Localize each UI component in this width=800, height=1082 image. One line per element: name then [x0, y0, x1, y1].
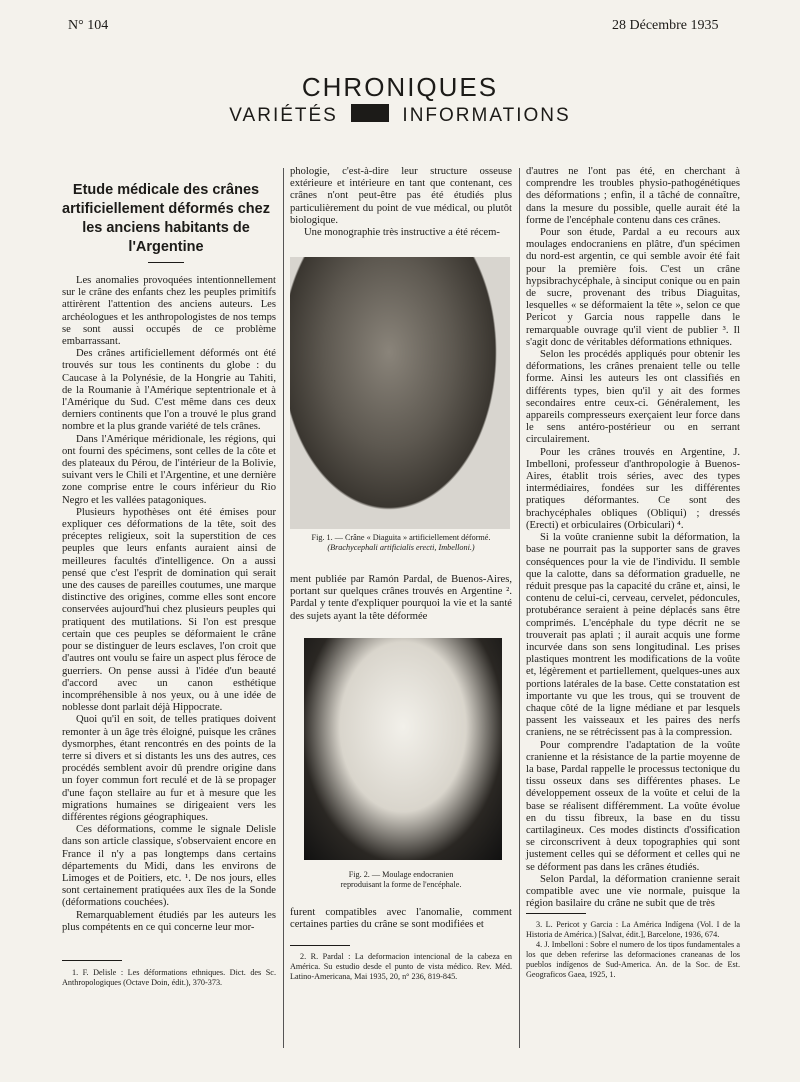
footnote-3: 3. L. Pericot y Garcia : La América Indígena (Vol. I de la Historia de América.) [Salvat, édit.], Barcelone, 1936, 674.	[526, 920, 740, 939]
col1-paragraph: Quoi qu'il en soit, de telles pratiques doivent remonter à un âge très éloigné, puisque les crânes dysmorphes, étant rencontrés en des points de la terre si divers et si distants les uns des autres, ces procédés semblent avoir dû prendre origine dans un foyer commun fort reculé et de là se propager d'une façon stellaire au fur et à mesure que les migrations humaines se dirigeaient vers les différentes régions géographiques.	[62, 714, 276, 823]
subtitle-right: INFORMATIONS	[402, 105, 571, 126]
column-divider-2	[519, 168, 520, 1048]
col3-paragraph: d'autres ne l'ont pas été, en cherchant à comprendre les troubles physio-pathogénétiques des déformations ; enfin, il a tâché de connaître, dans la mesure du possible, quelle aurait été la forme de l'encéphale contenu dans ces crânes.	[526, 166, 740, 226]
figure-2-cast-image	[304, 638, 502, 860]
column-2-top	[290, 166, 512, 239]
col3-paragraph: Selon Pardal, la déformation cranienne serait compatible avec une vie normale, puisque la région basilaire du crâne ne subit que de très	[526, 873, 740, 910]
footnote-2: 2. R. Pardal : La deformacion intencional de la cabeza en América. Su estudio desde el punto de vista médico. Rev. Méd. Latino-Americana, Mai 1935, 20, n° 236, 819-845.	[290, 952, 512, 981]
col1-paragraph: Dans l'Amérique méridionale, les régions, qui ont fourni des spécimens, sont celles de la côte et des plateaux du Pérou, de l'intérieur de la Bolivie, suivant vers le Chili et l'Argentine, et une dernière zone comprise entre le cours inférieur du Rio Negro et les vallées patagoniques.	[62, 433, 276, 506]
col3-paragraph: Si la voûte cranienne subit la déformation, la base ne pourrait pas la supporter sans de graves conséquences pour la vie de l'individu. Il semble que la calotte, dans sa déformation graduelle, ne réduit presque pas la capacité du crâne et, ainsi, le contenu de celui-ci, cerveau, cervelet, pédoncules, protubérance seraient à peine déplacés sans être comprimés. L'encéphale du type décrit ne se trouverait pas aplati ; il aurait acquis une forme incurvée dans son sens longitudinal. Les prises plastiques montrent les modifications de la voûte et, légèrement et partiellement, quelques-unes aux portions latérales de la base. Cette constatation est importante vu que les trous, qui se trouvent de chaque côté de la ligne médiane et par lesquels passent les vaisseaux et les paires des nerfs craniens, ne se rétrécissent pas à la compression.	[526, 532, 740, 739]
col2-paragraph: furent compatibles avec l'anomalie, comment certaines parties du crâne se sont modifiées et	[290, 907, 512, 931]
col2-paragraph: phologie, c'est-à-dire leur structure osseuse extérieure et intérieure en tant que contenant, ces crânes n'ont peut-être pas été étudiés plus particulièrement du point de vue médical, ou plutôt biologique.	[290, 166, 512, 226]
footnote-rule-2	[290, 945, 350, 946]
column-3	[526, 166, 740, 910]
col3-paragraph: Selon les procédés appliqués pour obtenir les déformations, les crânes prenaient telle ou telle forme. Ainsi les auteurs les ont classifiés en différents types, bien qu'il y ait des formes secondaires entre ceux-ci. Généralement, les appareils compresseurs exerçaient leur force dans le sens antéro-postérieur ou en serrant circulairement.	[526, 349, 740, 446]
section-title: CHRONIQUES	[301, 72, 499, 102]
col1-paragraph: Des crânes artificiellement déformés ont été trouvés sur tous les continents du globe : du Caucase à la Polynésie, de la Hongrie au Tahiti, de la Roumanie à l'Amérique septentrionale et à l'Amérique du Sud. C'est même dans ces deux derniers continents que l'on a trouvé le plus grand nombre et la plus grande variété de tels crânes.	[62, 348, 276, 433]
issue-date: 28 Décembre 1935	[612, 18, 719, 33]
col2-paragraph: Une monographie très instructive a été récem-	[304, 227, 500, 239]
footnote-4: 4. J. Imbelloni : Sobre el numero de los tipos fundamentales a los que deben referirse las deformaciones craneanas de los pueblos indígenos de Sud-America. An. de la Soc. de Est. Geograficos Gaea, 1925, 1.	[526, 940, 740, 979]
figure-1-caption: Fig. 1. — Crâne « Diaguita » artificiellement déformé. (Brachycephali artificialis erecti, Imbelloni.)	[311, 533, 491, 552]
footnote-rule-3	[526, 913, 586, 914]
footnote-rule-1	[62, 960, 122, 961]
col1-paragraph: Ces déformations, comme le signale Delisle dans son article classique, s'observaient encore en France il n'y a pas longtemps dans certains départements du Midi, dans les environs de Limoges et de Poitiers, etc. ¹. De nos jours, elles sont certainement pratiquées aux îles de la Sonde (déformations couchées).	[62, 824, 276, 909]
figure-1-skull-image	[290, 257, 510, 529]
section-subtitle	[0, 104, 800, 127]
column-2-middle	[290, 574, 512, 623]
col3-paragraph: Pour son étude, Pardal a eu recours aux moulages endocraniens en plâtre, d'un spécimen du nord-est argentin, ce qui semble avoir été fait pour la première fois. C'est un crâne hypsibrachycéphale, à sinciput conique ou en pain de sucre, provenant des tribus Diaguitas, lesquelles « se déformaient la tête », selon ce que Pericot y Garcia nous rappelle dans le remarquable ouvrage qu'il vient de publier ³. Il s'agit donc de véritables déformations ethniques.	[526, 227, 740, 348]
col1-paragraph: Remarquablement étudiés par les auteurs les plus compétents en ce qui concerne leur mor-	[62, 909, 276, 933]
issue-number: N° 104	[68, 18, 109, 33]
footnote-1: 1. F. Delisle : Les déformations ethniques. Dict. des Sc. Anthropologiques (Octave Doin, édit.), 370-373.	[62, 968, 276, 987]
article-title: Etude médicale des crânes artificiellement déformés chez les anciens habitants de l'Argentine	[62, 182, 270, 255]
title-rule	[148, 262, 184, 263]
col3-paragraph: Pour comprendre l'adaptation de la voûte cranienne et la résistance de la partie moyenne de la base, Pardal rappelle le processus tectonique du tissu osseux dans ses différentes phases. Le développement osseux de la voûte et celui de la base se réalisent différemment. La voûte évolue en du tissu fibreux, la base en du tissu cartilagineux. Ces modes distincts d'ossification se circonscrivent à deux topographies qui sont justement celles qui se déforment et celles qui ne se déforment pas dans les crânes étudiés.	[526, 739, 740, 873]
column-2-bottom	[290, 907, 512, 931]
column-1	[62, 275, 276, 934]
footnotes-3	[526, 920, 740, 980]
ornament-icon	[351, 104, 389, 122]
col3-paragraph: Pour les crânes trouvés en Argentine, J. Imbelloni, professeur d'anthropologie à Buenos-Aires, établit trois séries, avec des types intermédiaires, fondées sur les différentes pratiques déformantes. Ce sont des brachycéphales obliques (Obliqui) ; dressés (Erecti) et orbiculaires (Orbiculari) ⁴.	[526, 446, 740, 531]
col1-paragraph: Plusieurs hypothèses ont été émises pour expliquer ces déformations de la tête, soit des préceptes religieux, soit la superstition de ces peuples que leurs enfants auraient ainsi de meilleures facultés d'intelligence. On a aussi pensé que c'est l'esprit de domination qui serait une des causes de pareilles coutumes, une marque distinctive des origines, comme elles sont encore conservées aujourd'hui chez plusieurs peuples qui pratiquent des mutilations. Si l'on est presque certain que ces peuples se déformaient le crâne pour se distinguer de leurs esclaves, l'on croit que d'autres ont voulu se faire un aspect plus féroce de guerriers. On pense aussi à l'idée d'un beauté d'accord avec un canon esthétique incompréhensible à nos yeux, ou à une idée de noblesse dont parlait déjà Hippocrate.	[62, 506, 276, 714]
col1-paragraph: Les anomalies provoquées intentionnellement sur le crâne des enfants chez les peuples primitifs attirèrent l'attention des anciens auteurs. Les archéologues et les anthropologistes de nos temps se sont aussi occupés de ce problème embarrassant.	[62, 275, 276, 348]
col2-paragraph: ment publiée par Ramón Pardal, de Buenos-Aires, portant sur quelques crânes trouvés en Argentine ². Pardal y tente d'expliquer pourquoi la vie et la santé des sujets ayant la tête déformée	[290, 574, 512, 622]
figure-2-caption: Fig. 2. — Moulage endocranien reproduisant la forme de l'encéphale.	[340, 870, 462, 889]
column-divider-1	[283, 168, 284, 1048]
subtitle-left: VARIÉTÉS	[229, 105, 338, 126]
